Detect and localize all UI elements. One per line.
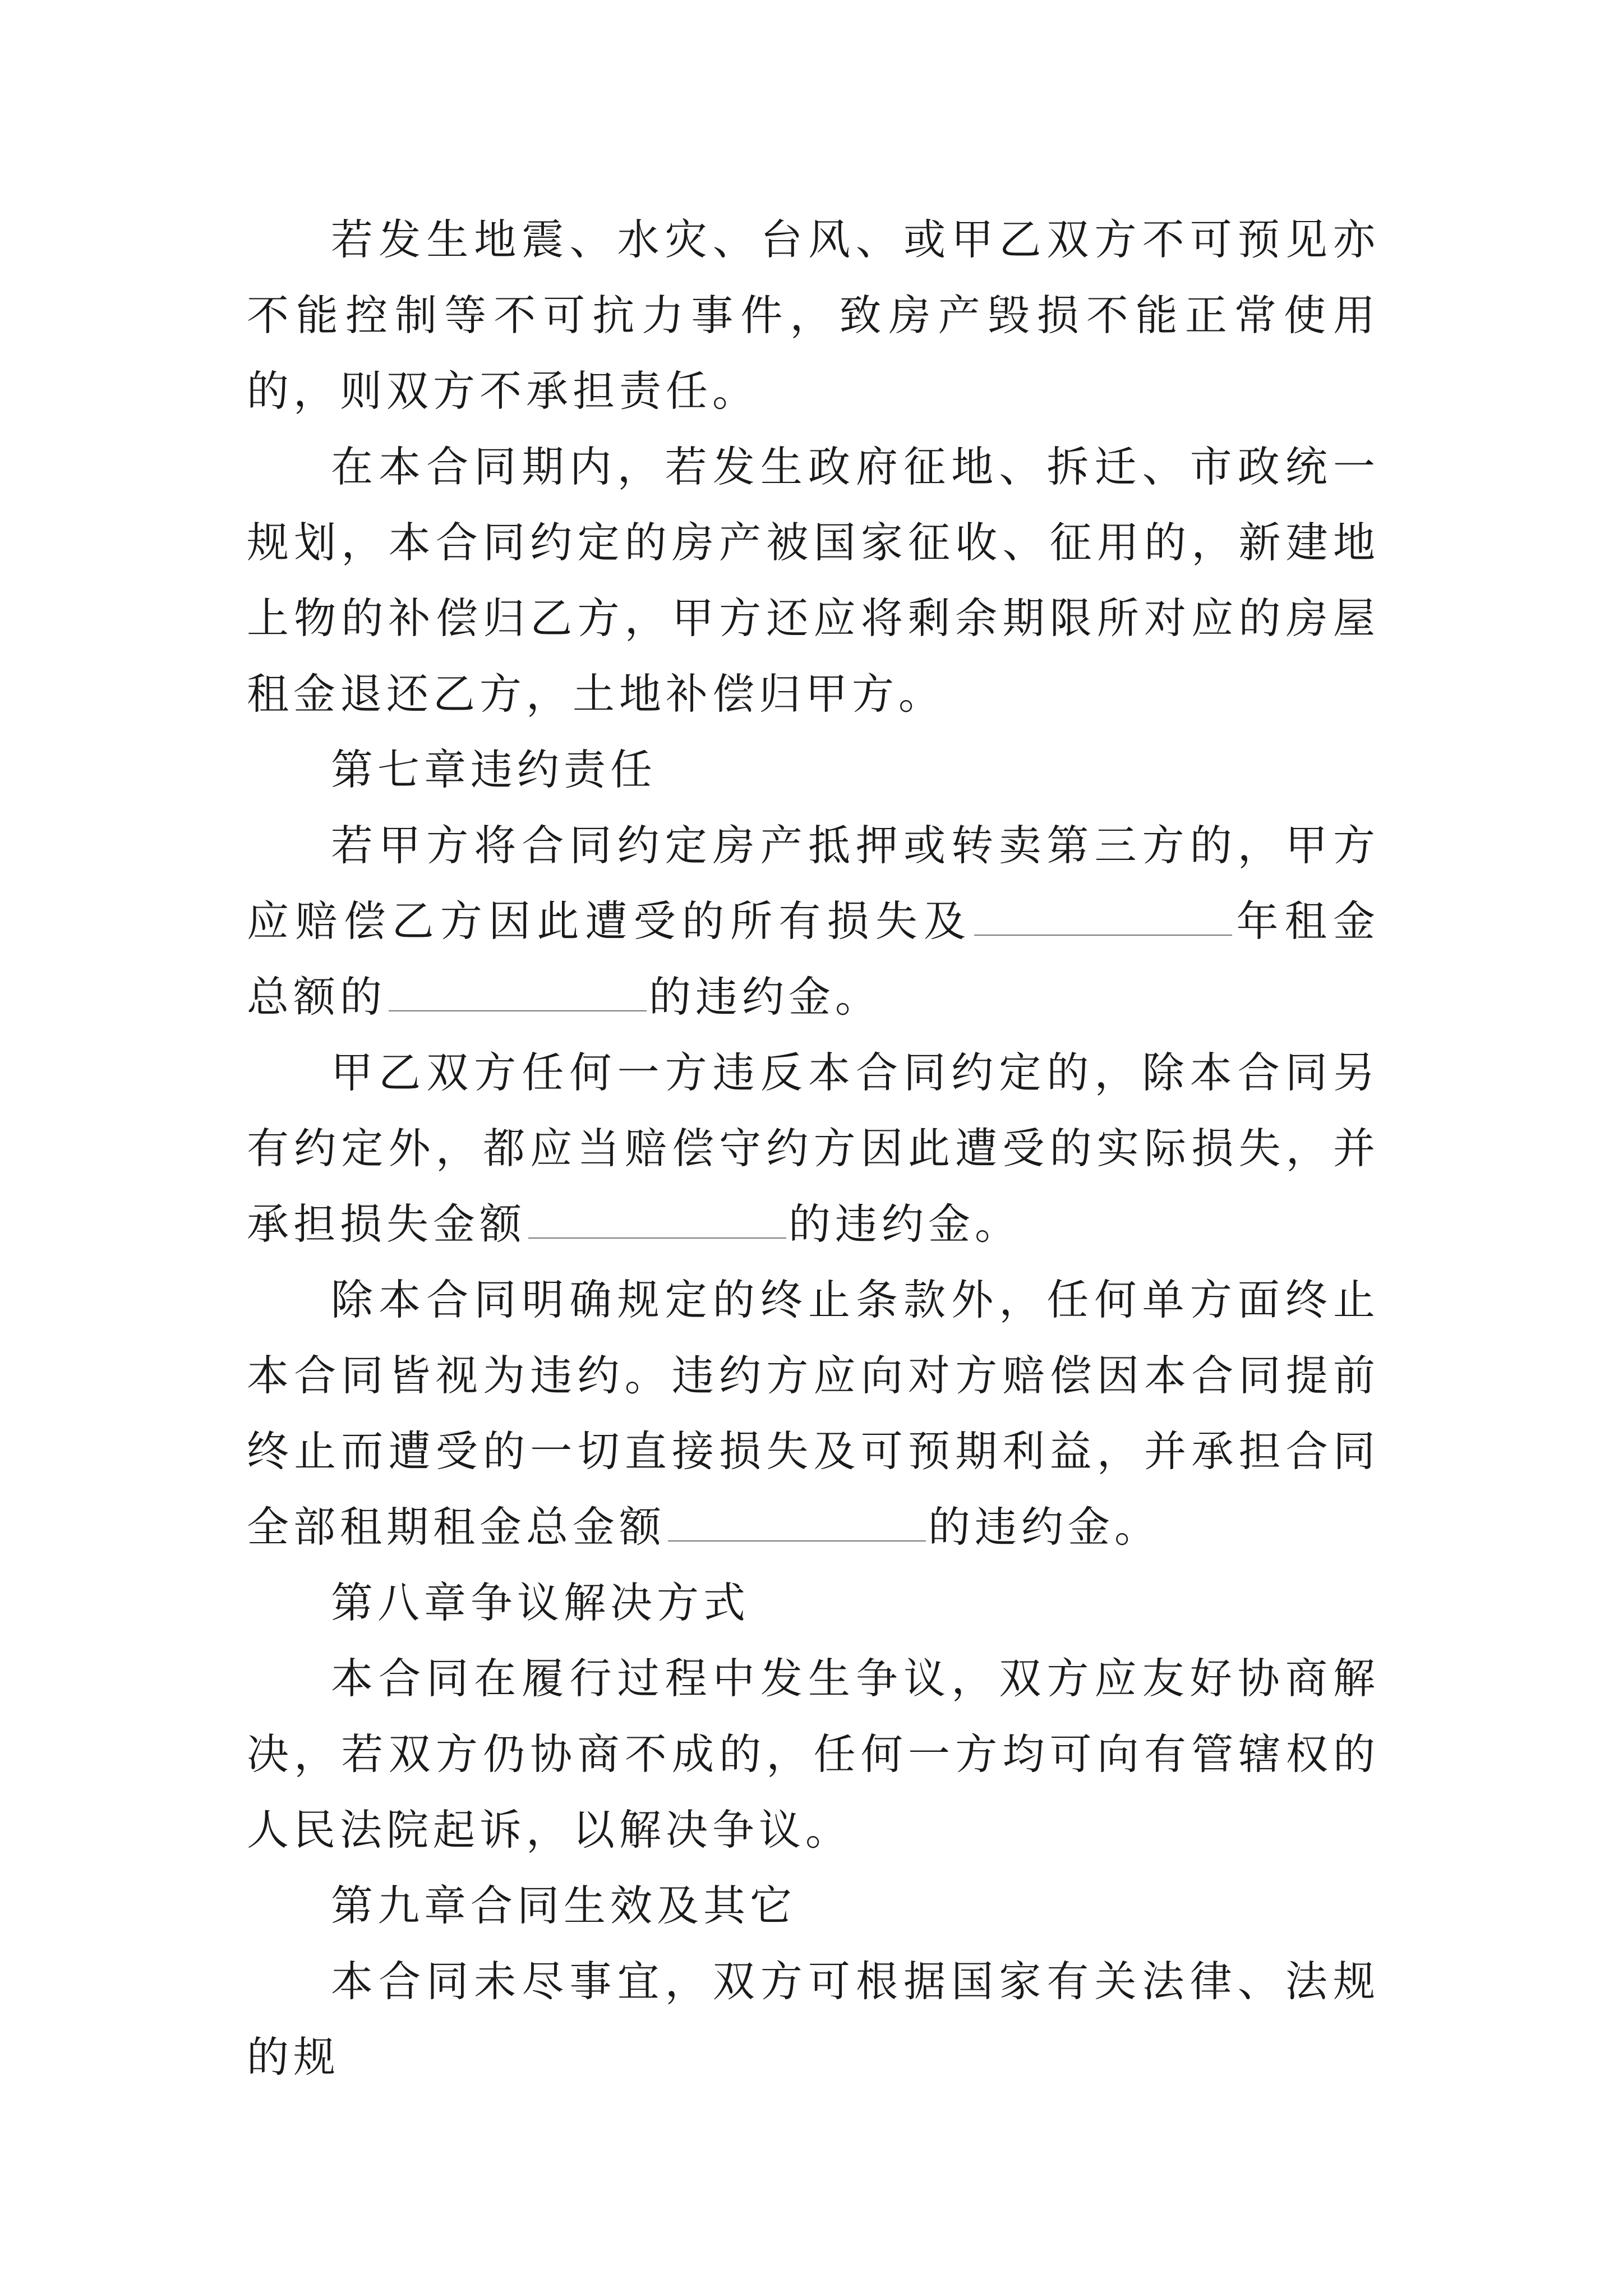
document-body bbox=[247, 202, 1380, 2095]
fill-in-blank bbox=[974, 901, 1232, 936]
clause-text: 的违约金。 bbox=[789, 1199, 1022, 1249]
paragraph-expropriation: 在本合同期内，若发生政府征地、拆迁、市政统一规划，本合同约定的房产被国家征收、征用的，新建地上物的补偿归乙方，甲方还应将剩余期限所对应的房屋租金退还乙方，土地补偿归甲方。 bbox=[247, 442, 1380, 719]
clause-text: 若甲方将合同约定房产抵押或转卖第三方的，甲方应赔偿乙方因此遭受的所有损失及 bbox=[247, 821, 1380, 946]
chapter-7-heading: 第七章违约责任 bbox=[331, 745, 657, 794]
chapter-8-clause: 本合同在履行过程中发生争议，双方应友好协商解决，若双方仍协商不成的，任何一方均可向有管辖权的人民法院起诉，以解决争议。 bbox=[247, 1654, 1380, 1855]
chapter-8-heading: 第八章争议解决方式 bbox=[331, 1578, 750, 1627]
paragraph-force-majeure: 若发生地震、水灾、台风、或甲乙双方不可预见亦不能控制等不可抗力事件，致房产毁损不能正常使用的，则双方不承担责任。 bbox=[247, 215, 1380, 416]
fill-in-blank bbox=[668, 1507, 926, 1542]
fill-in-blank bbox=[389, 977, 647, 1011]
clause-text: 年租金总额的 bbox=[247, 896, 1380, 1022]
clause-text: 的违约金。 bbox=[649, 972, 882, 1022]
clause-text: 除本合同明确规定的终止条款外，任何单方面终止本合同皆视为违约。违约方应向对方赔偿因本合同提前终止而遭受的一切直接损失及可预期利益，并承担合同全部租期租金总金额 bbox=[247, 1275, 1380, 1552]
chapter-7-clause-1 bbox=[247, 808, 1380, 1035]
chapter-7-clause-3 bbox=[247, 1262, 1380, 1565]
chapter-9-clause: 本合同未尽事宜，双方可根据国家有关法律、法规的规 bbox=[247, 1957, 1380, 2082]
clause-text: 甲乙双方任何一方违反本合同约定的，除本合同另有约定外，都应当赔偿守约方因此遭受的实际损失，并承担损失金额 bbox=[247, 1048, 1380, 1249]
chapter-7-clause-2 bbox=[247, 1035, 1380, 1262]
chapter-9-heading: 第九章合同生效及其它 bbox=[331, 1881, 797, 1930]
fill-in-blank bbox=[528, 1204, 786, 1239]
clause-text: 的违约金。 bbox=[928, 1502, 1161, 1552]
